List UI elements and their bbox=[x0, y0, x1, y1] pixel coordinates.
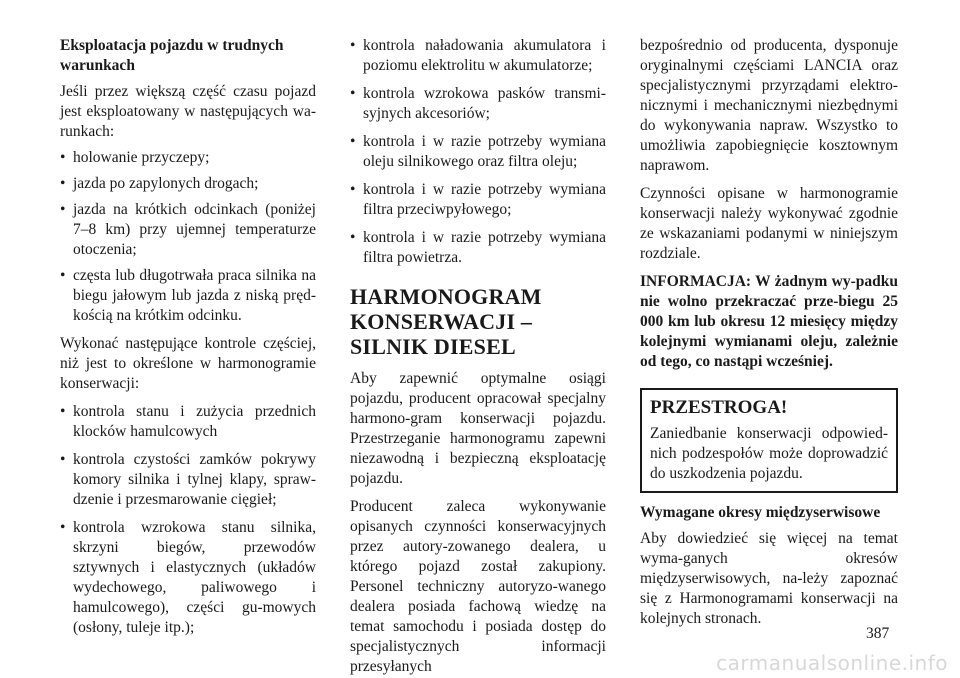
bullet-icon: • bbox=[60, 201, 66, 218]
warning-title: PRZESTROGA! bbox=[650, 397, 788, 418]
list-item: • kontrola czystości zamków pokrywy komory silnika i tylnej klapy, spraw-dzenie i przesmarowanie cięgieł; bbox=[60, 451, 316, 508]
section-heading: HARMONOGRAM KONSERWACJI – SILNIK DIESEL bbox=[350, 284, 542, 359]
conditions-list bbox=[60, 148, 316, 326]
checks-list-continued bbox=[350, 36, 606, 268]
left-column bbox=[60, 36, 316, 638]
bullet-icon: • bbox=[60, 403, 66, 420]
list-item: • kontrola i w razie potrzeby wymiana filtra powietrza. bbox=[350, 229, 606, 266]
list-item: • częsta lub długotrwała praca silnika na biegu jałowym lub jazda z niską pręd-kością na krótkim odcinku. bbox=[60, 267, 316, 324]
body-paragraph: Aby dowiedzieć się więcej na temat wyma-ganych okresów międzyserwisowych, na-leży zapoznać się z Harmonogramami konserwacji na kolejnych stronach. bbox=[640, 530, 898, 627]
right-column bbox=[640, 36, 898, 629]
bullet-icon: • bbox=[60, 175, 66, 192]
bullet-icon: • bbox=[60, 451, 66, 468]
bullet-icon: • bbox=[60, 149, 66, 166]
bullet-icon: • bbox=[350, 229, 356, 246]
list-item: • kontrola stanu i zużycia przednich klocków hamulcowych bbox=[60, 403, 316, 440]
list-item: • kontrola i w razie potrzeby wymiana filtra przeciwpyłowego; bbox=[350, 181, 606, 218]
body-paragraph: bezpośrednio od producenta, dysponuje oryginalnymi częściami LANCIA oraz specjalistycznymi przyrządami elektro-nicznymi i mechanicznymi niezbędnymi do wykonywania napraw. Wszystko to umożliwia zapobiegnięcie kosztownym naprawom. bbox=[640, 37, 898, 174]
list-item: • jazda po zapylonych drogach; bbox=[60, 175, 259, 192]
intro-paragraph: Jeśli przez większą część czasu pojazd jest eksploatowany w następujących wa-runkach: bbox=[60, 83, 316, 140]
body-paragraph: Producent zaleca wykonywanie opisanych czynności konserwacyjnych przez autory-zowanego dealera, u którego pojazd został zakupiony. Personel techniczny autoryzo-wanego dealera posiada fachową wiedzę na temat samochodu i posiada dostęp do specjalistycznych informacji przesyłanych bbox=[350, 498, 606, 675]
body-paragraph: Czynności opisane w harmonogramie konserwacji należy wykonywać zgodnie ze wskazaniami podanymi w niniejszym rozdziale. bbox=[640, 185, 898, 262]
body-paragraph: Aby zapewnić optymalne osiągi pojazdu, producent opracował specjalny harmono-gram konserwacji pojazdu. Przestrzeganie harmonogramu zapewni niezawodną i bezpieczną eksploatację pojazdu. bbox=[350, 370, 606, 487]
list-item: • holowanie przyczepy; bbox=[60, 149, 210, 166]
middle-column bbox=[350, 36, 606, 677]
checks-intro-paragraph: Wykonać następujące kontrole częściej, niż jest to określone w harmonogramie konserwacji: bbox=[60, 335, 316, 392]
watermark: carmanualsonline.info bbox=[716, 651, 948, 675]
bullet-icon: • bbox=[350, 133, 356, 150]
section-subheading: Eksploatacja pojazdu w trudnych warunkach bbox=[60, 37, 284, 74]
list-item: • kontrola naładowania akumulatora i poziomu elektrolitu w akumulatorze; bbox=[350, 37, 606, 74]
info-note: INFORMACJA: W żadnym wy-padku nie wolno przekraczać prze-biegu 25 000 km lub okresu 12 miesięcy między kolejnymi wymianami oleju, zależnie od tego, co nastąpi wcześniej. bbox=[640, 273, 898, 370]
list-item: • kontrola wzrokowa stanu silnika, skrzyni biegów, przewodów sztywnych i elastycznych (układów wydechowego, paliwowego i hamulcowego), części gu-mowych (osłony, tuleje itp.); bbox=[60, 519, 316, 636]
bullet-icon: • bbox=[60, 267, 66, 284]
warning-text: Zaniedbanie konserwacji odpowied-nich podzespołów może doprowadzić do uszkodzenia pojazdu. bbox=[650, 425, 888, 482]
page-number: 387 bbox=[866, 625, 890, 642]
bullet-icon: • bbox=[350, 37, 356, 54]
bullet-icon: • bbox=[350, 85, 356, 102]
section-subheading: Wymagane okresy międzyserwisowe bbox=[640, 504, 881, 521]
list-item: • kontrola wzrokowa pasków transmi-syjnych akcesoriów; bbox=[350, 85, 606, 122]
checks-list bbox=[60, 402, 316, 638]
list-item: • jazda na krótkich odcinkach (poniżej 7–8 km) przy ujemnej temperaturze otoczenia; bbox=[60, 201, 316, 258]
bullet-icon: • bbox=[350, 181, 356, 198]
warning-box bbox=[640, 388, 898, 493]
list-item: • kontrola i w razie potrzeby wymiana oleju silnikowego oraz filtra oleju; bbox=[350, 133, 606, 170]
bullet-icon: • bbox=[60, 519, 66, 536]
